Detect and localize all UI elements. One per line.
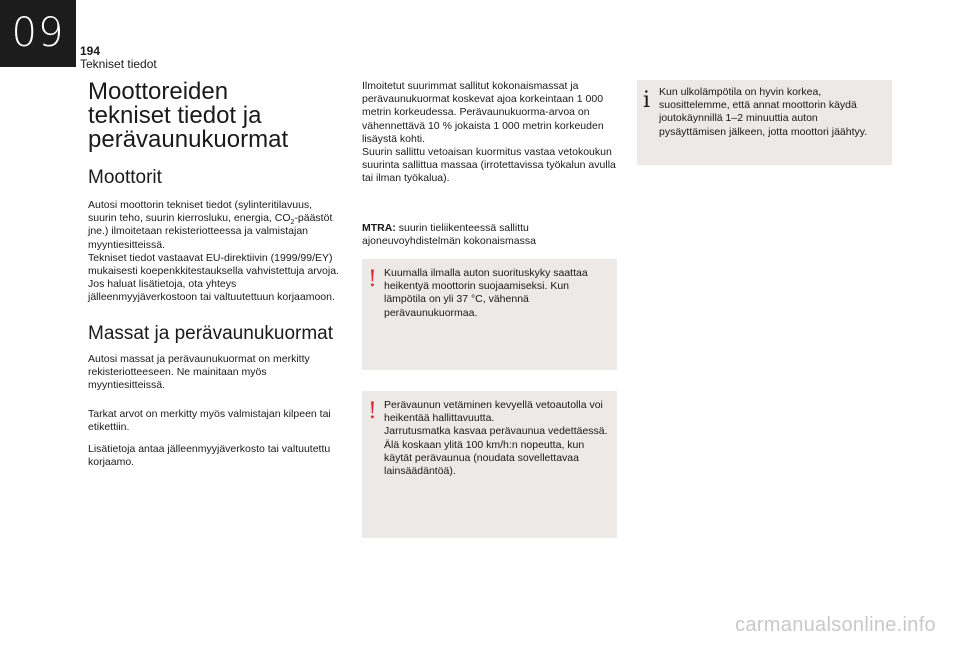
co2-subscript: 2: [290, 219, 295, 227]
column-left: [88, 80, 343, 469]
mtra-definition: [362, 222, 617, 248]
warning-box-towing: [362, 391, 617, 538]
engines-paragraph-1-text: Autosi moottorin tekniset tiedot (sylinteritilavuus, suurin teho, suurin kierrosluku, energia, CO: [88, 199, 313, 225]
engines-paragraph-3: Jos haluat lisätietoja, ota yhteys jälleenmyyjäverkostoon tai valtuutettuun korjaamoon.: [88, 278, 335, 304]
engines-paragraph-1: [88, 199, 343, 252]
warning-towing-text-2: Jarrutusmatka kasvaa perävaunua vedettäessä.: [384, 425, 608, 438]
page-number: 194: [80, 44, 101, 58]
warning-towing-text-1: Perävaunun vetäminen kevyellä vetoautolla voi heikentää hallittavuutta.: [384, 399, 603, 425]
page-title: Moottoreiden tekniset tiedot ja perävaunukuormat: [88, 78, 289, 153]
warning-heat-text: Kuumalla ilmalla auton suorituskyky saattaa heikentyä moottorin suojaamiseksi. Kun lämpötila on yli 37 °C, vähennä perävaunukuormaa.: [384, 267, 588, 319]
warning-icon: !: [368, 267, 377, 293]
masses-paragraph-2: Tarkat arvot on merkitty myös valmistajan kilpeen tai etikettiin.: [88, 408, 331, 434]
info-box-cooling: [637, 80, 892, 165]
chapter-title: Tekniset tiedot: [80, 57, 157, 71]
section-heading-engines: Moottorit: [88, 167, 162, 188]
masses-paragraph-1: Autosi massat ja perävaunukuormat on merkitty rekisteriotteeseen. Ne mainitaan myös myyntiesitteissä.: [88, 352, 310, 392]
engines-paragraph-1-text-end: -päästöt jne.) ilmoitetaan rekisteriotteessa ja valmistajan myyntiesitteissä.: [88, 212, 333, 251]
warning-towing-text-3: Älä koskaan ylitä 100 km/h:n nopeutta, kun käytät perävaunua (noudata sovellettavaa lainsäädäntöä).: [384, 438, 585, 478]
mtra-label: MTRA:: [362, 221, 396, 234]
weights-paragraph-2: Suurin sallittu vetoaisan kuormitus vastaa vetokoukun suurinta sallittua massaa (irrotettavissa työkalun avulla tai ilman työkalua).: [362, 146, 616, 185]
watermark: carmanualsonline.info: [735, 614, 936, 636]
warning-icon: !: [368, 399, 377, 425]
section-heading-masses: Massat ja perävaunukuormat: [88, 322, 334, 344]
info-cooling-text: Kun ulkolämpötila on hyvin korkea, suosittelemme, että annat moottorin käydä joutokäynnillä 1–2 minuuttia auton pysäyttämisen jälkeen, jotta moottori jäähtyy.: [659, 86, 868, 138]
engines-paragraph-2: Tekniset tiedot vastaavat EU-direktiivin (1999/99/EY) mukaisesti koepenkkitestauksella vahvistettuja arvoja.: [88, 251, 339, 278]
chapter-number-box: 09: [0, 0, 76, 67]
weights-paragraph-1: Ilmoitetut suurimmat sallitut kokonaismassat ja perävaunukuormat koskevat ajoa korkeintaan 1 000 metrin korkeudessa. Perävaunukuorma-arvoa on vähennettävä 10 % jokaista 1 000 metrin korkeuden lisäystä kohti.: [362, 80, 604, 145]
info-icon: i: [643, 88, 651, 113]
column-right: [637, 80, 892, 165]
masses-paragraph-3: Lisätietoja antaa jälleenmyyjäverkosto tai valtuutettu korjaamo.: [88, 442, 331, 468]
column-middle: [362, 80, 617, 538]
warning-box-heat: [362, 259, 617, 370]
mtra-text: suurin tieliikenteessä sallittu ajoneuvoyhdistelmän kokonaismassa: [362, 221, 536, 247]
